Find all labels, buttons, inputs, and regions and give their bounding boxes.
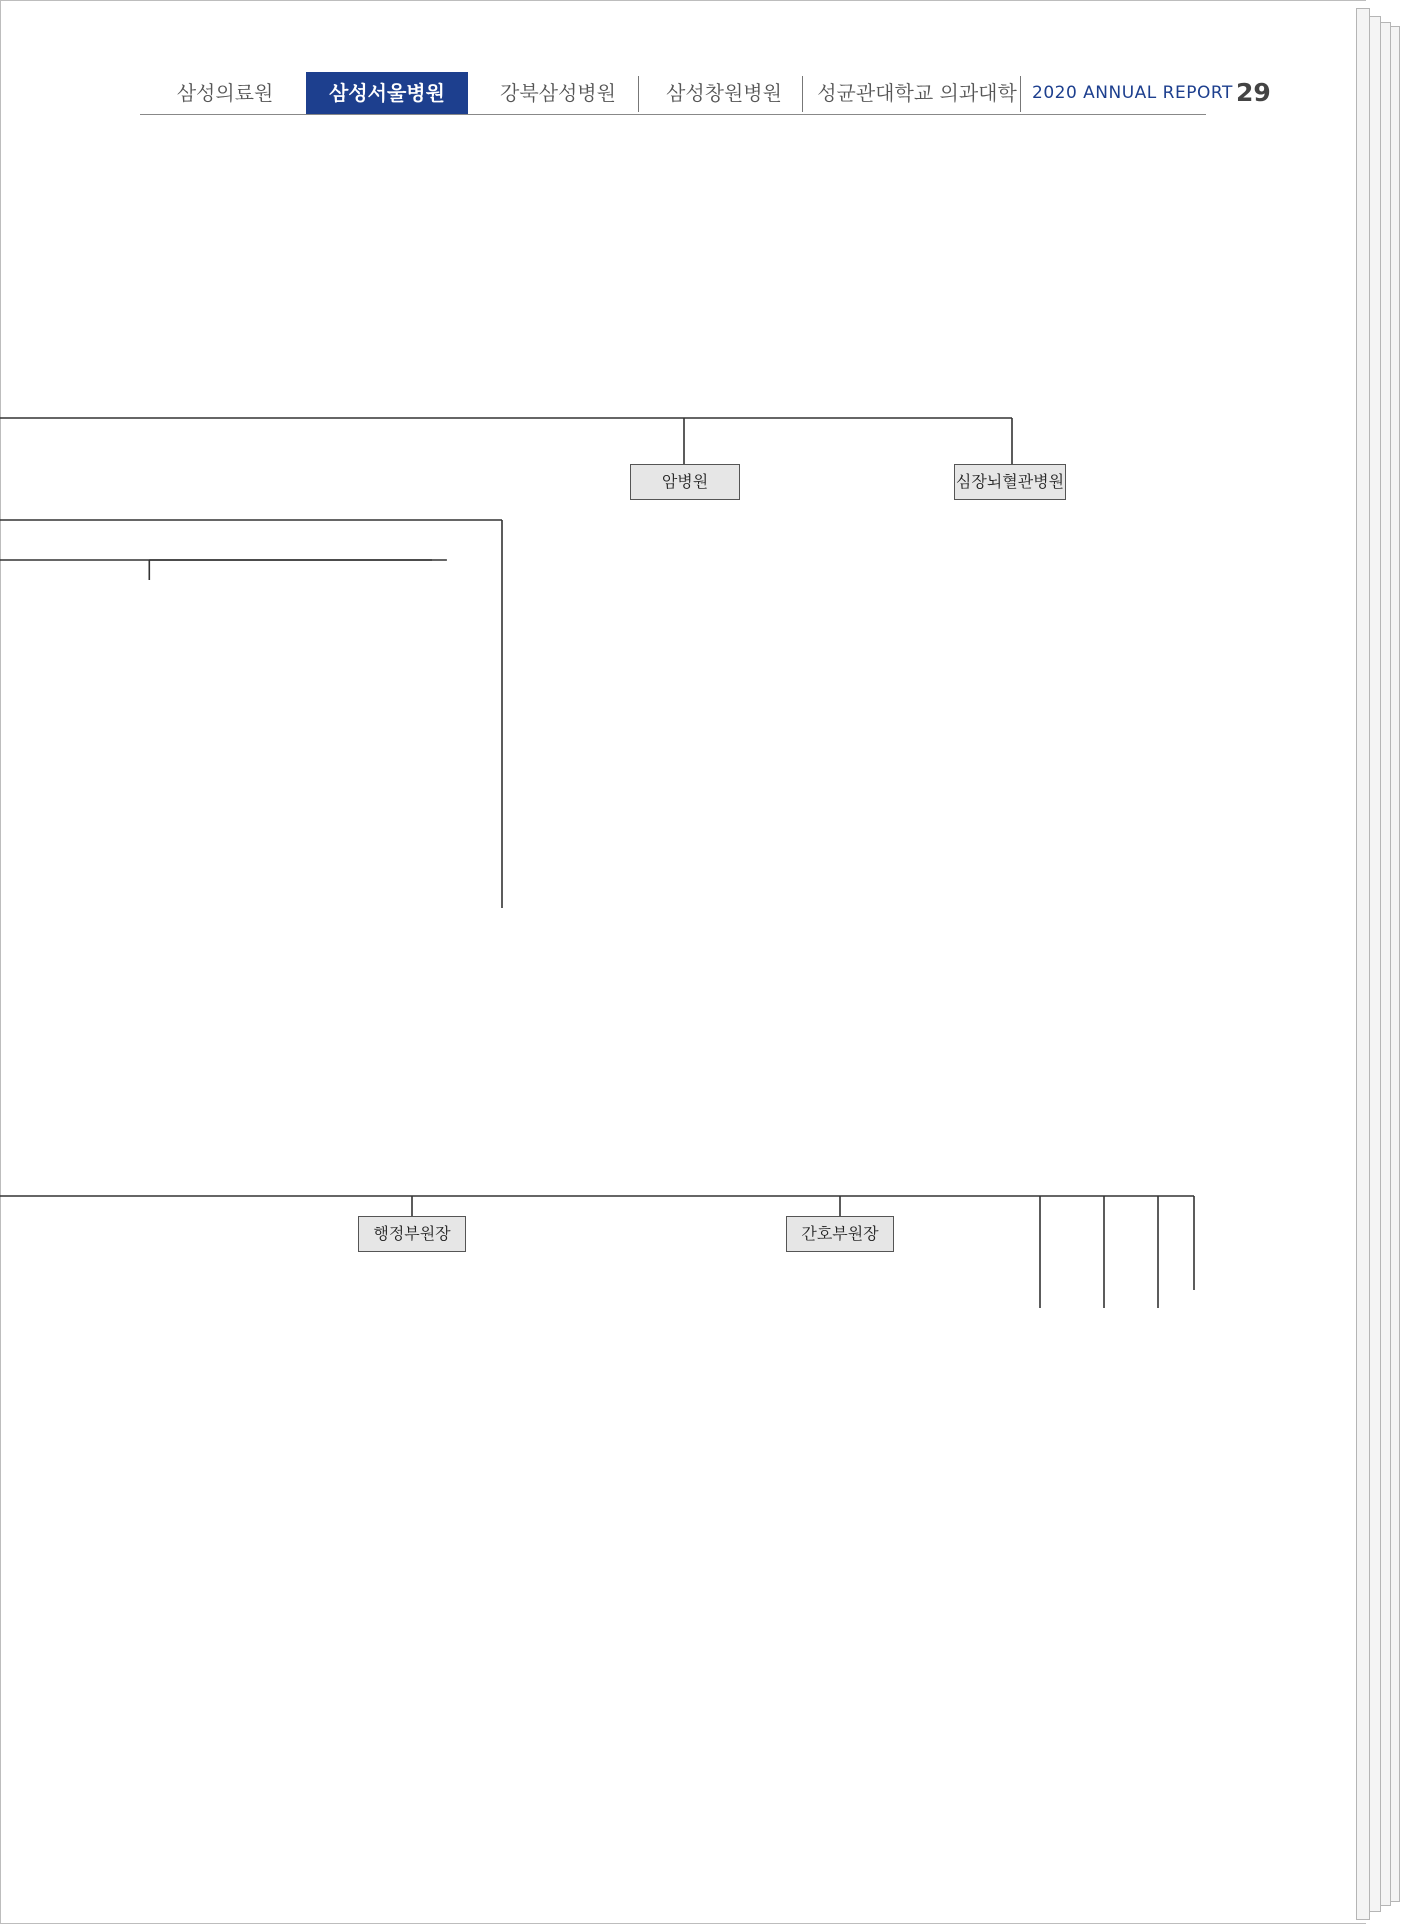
nav-tab-samsung-medical[interactable]: 삼성의료원 <box>176 81 274 105</box>
annual-report-label: 2020 ANNUAL REPORT <box>1032 83 1233 103</box>
page-edge <box>1390 26 1400 1902</box>
nav-tab-skku-medicine[interactable]: 성균관대학교 의과대학 <box>817 81 1017 105</box>
nav-tab-samsung-seoul-hospital[interactable]: 삼성서울병원 <box>306 72 468 114</box>
admin-vice-director-box: 행정부원장 <box>358 1216 466 1252</box>
nav-tab-samsung-changwon[interactable]: 삼성창원병원 <box>666 81 782 105</box>
cancer-hospital-box: 암병원 <box>630 464 740 500</box>
page-number: 29 <box>1236 78 1271 107</box>
heart-hospital-box: 심장뇌혈관병원 <box>954 464 1066 500</box>
nursing-vice-director-box: 간호부원장 <box>786 1216 894 1252</box>
nav-tab-kangbuk-samsung[interactable]: 강북삼성병원 <box>500 81 616 105</box>
